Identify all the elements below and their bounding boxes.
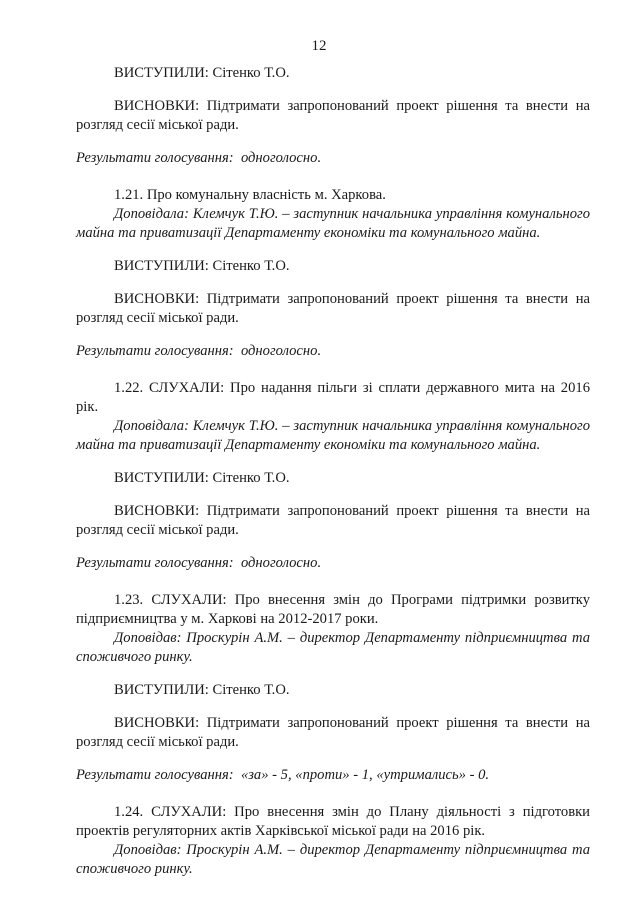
voting-results	[76, 342, 590, 361]
paragraph: Доповідала: Клемчук Т.Ю. – заступник начальника управління комунального майна та приватизації Департаменту економіки та комунального майна.	[76, 206, 590, 241]
spacer	[76, 168, 590, 186]
spacer	[76, 488, 590, 502]
paragraph: ВИСНОВКИ: Підтримати запропонований проект рішення та внести на розгляд сесії міської ради.	[76, 715, 590, 750]
spacer	[76, 83, 590, 97]
spacer	[76, 667, 590, 681]
paragraph: ВИСНОВКИ: Підтримати запропонований проект рішення та внести на розгляд сесії міської ради.	[76, 291, 590, 326]
paragraph: ВИСТУПИЛИ: Сітенко Т.О.	[114, 682, 290, 698]
voting-results-value: «за» - 5, «проти» - 1, «утримались» - 0.	[240, 767, 490, 783]
voting-results	[76, 554, 590, 573]
spacer	[76, 752, 590, 766]
spacer	[76, 243, 590, 257]
voting-results-value: одноголосно.	[240, 555, 322, 571]
paragraph: 1.23. СЛУХАЛИ: Про внесення змін до Програми підтримки розвитку підприємництва у м. Харкові на 2012-2017 роки.	[76, 592, 590, 627]
paragraph: 1.22. СЛУХАЛИ: Про надання пільги зі сплати державного мита на 2016 рік.	[76, 380, 590, 415]
spacer	[76, 276, 590, 290]
paragraph: Доповідав: Проскурін А.М. – директор Департаменту підприємництва та споживчого ринку.	[76, 630, 590, 665]
spacer	[76, 540, 590, 554]
voting-results-value: одноголосно.	[240, 150, 322, 166]
spacer	[76, 455, 590, 469]
paragraph: Доповідав: Проскурін А.М. – директор Департаменту підприємництва та споживчого ринку.	[76, 842, 590, 877]
voting-results-label: Результати голосування:	[76, 767, 234, 783]
spacer	[76, 785, 590, 803]
paragraph: ВИСТУПИЛИ: Сітенко Т.О.	[114, 470, 290, 486]
spacer	[76, 328, 590, 342]
voting-results	[76, 766, 590, 785]
voting-results-label: Результати голосування:	[76, 555, 234, 571]
voting-results-label: Результати голосування:	[76, 343, 234, 359]
spacer	[76, 573, 590, 591]
paragraph: 1.24. СЛУХАЛИ: Про внесення змін до Плану діяльності з підготовки проектів регуляторних актів Харківської міської ради на 2016 рік.	[76, 804, 590, 839]
voting-results-label: Результати голосування:	[76, 150, 234, 166]
voting-results	[76, 149, 590, 168]
page-number: 12	[311, 38, 327, 54]
paragraph: ВИСНОВКИ: Підтримати запропонований проект рішення та внести на розгляд сесії міської ради.	[76, 98, 590, 133]
paragraph: 1.21. Про комунальну власність м. Харкова.	[114, 187, 386, 203]
paragraph: ВИСНОВКИ: Підтримати запропонований проект рішення та внести на розгляд сесії міської ради.	[76, 503, 590, 538]
spacer	[76, 700, 590, 714]
spacer	[76, 135, 590, 149]
paragraph: ВИСТУПИЛИ: Сітенко Т.О.	[114, 258, 290, 274]
paragraph: ВИСТУПИЛИ: Сітенко Т.О.	[114, 65, 290, 81]
paragraph: Доповідала: Клемчук Т.Ю. – заступник начальника управління комунального майна та приватизації Департаменту економіки та комунального майна.	[76, 418, 590, 453]
spacer	[76, 361, 590, 379]
protocol-body	[76, 64, 590, 879]
voting-results-value: одноголосно.	[240, 343, 322, 359]
